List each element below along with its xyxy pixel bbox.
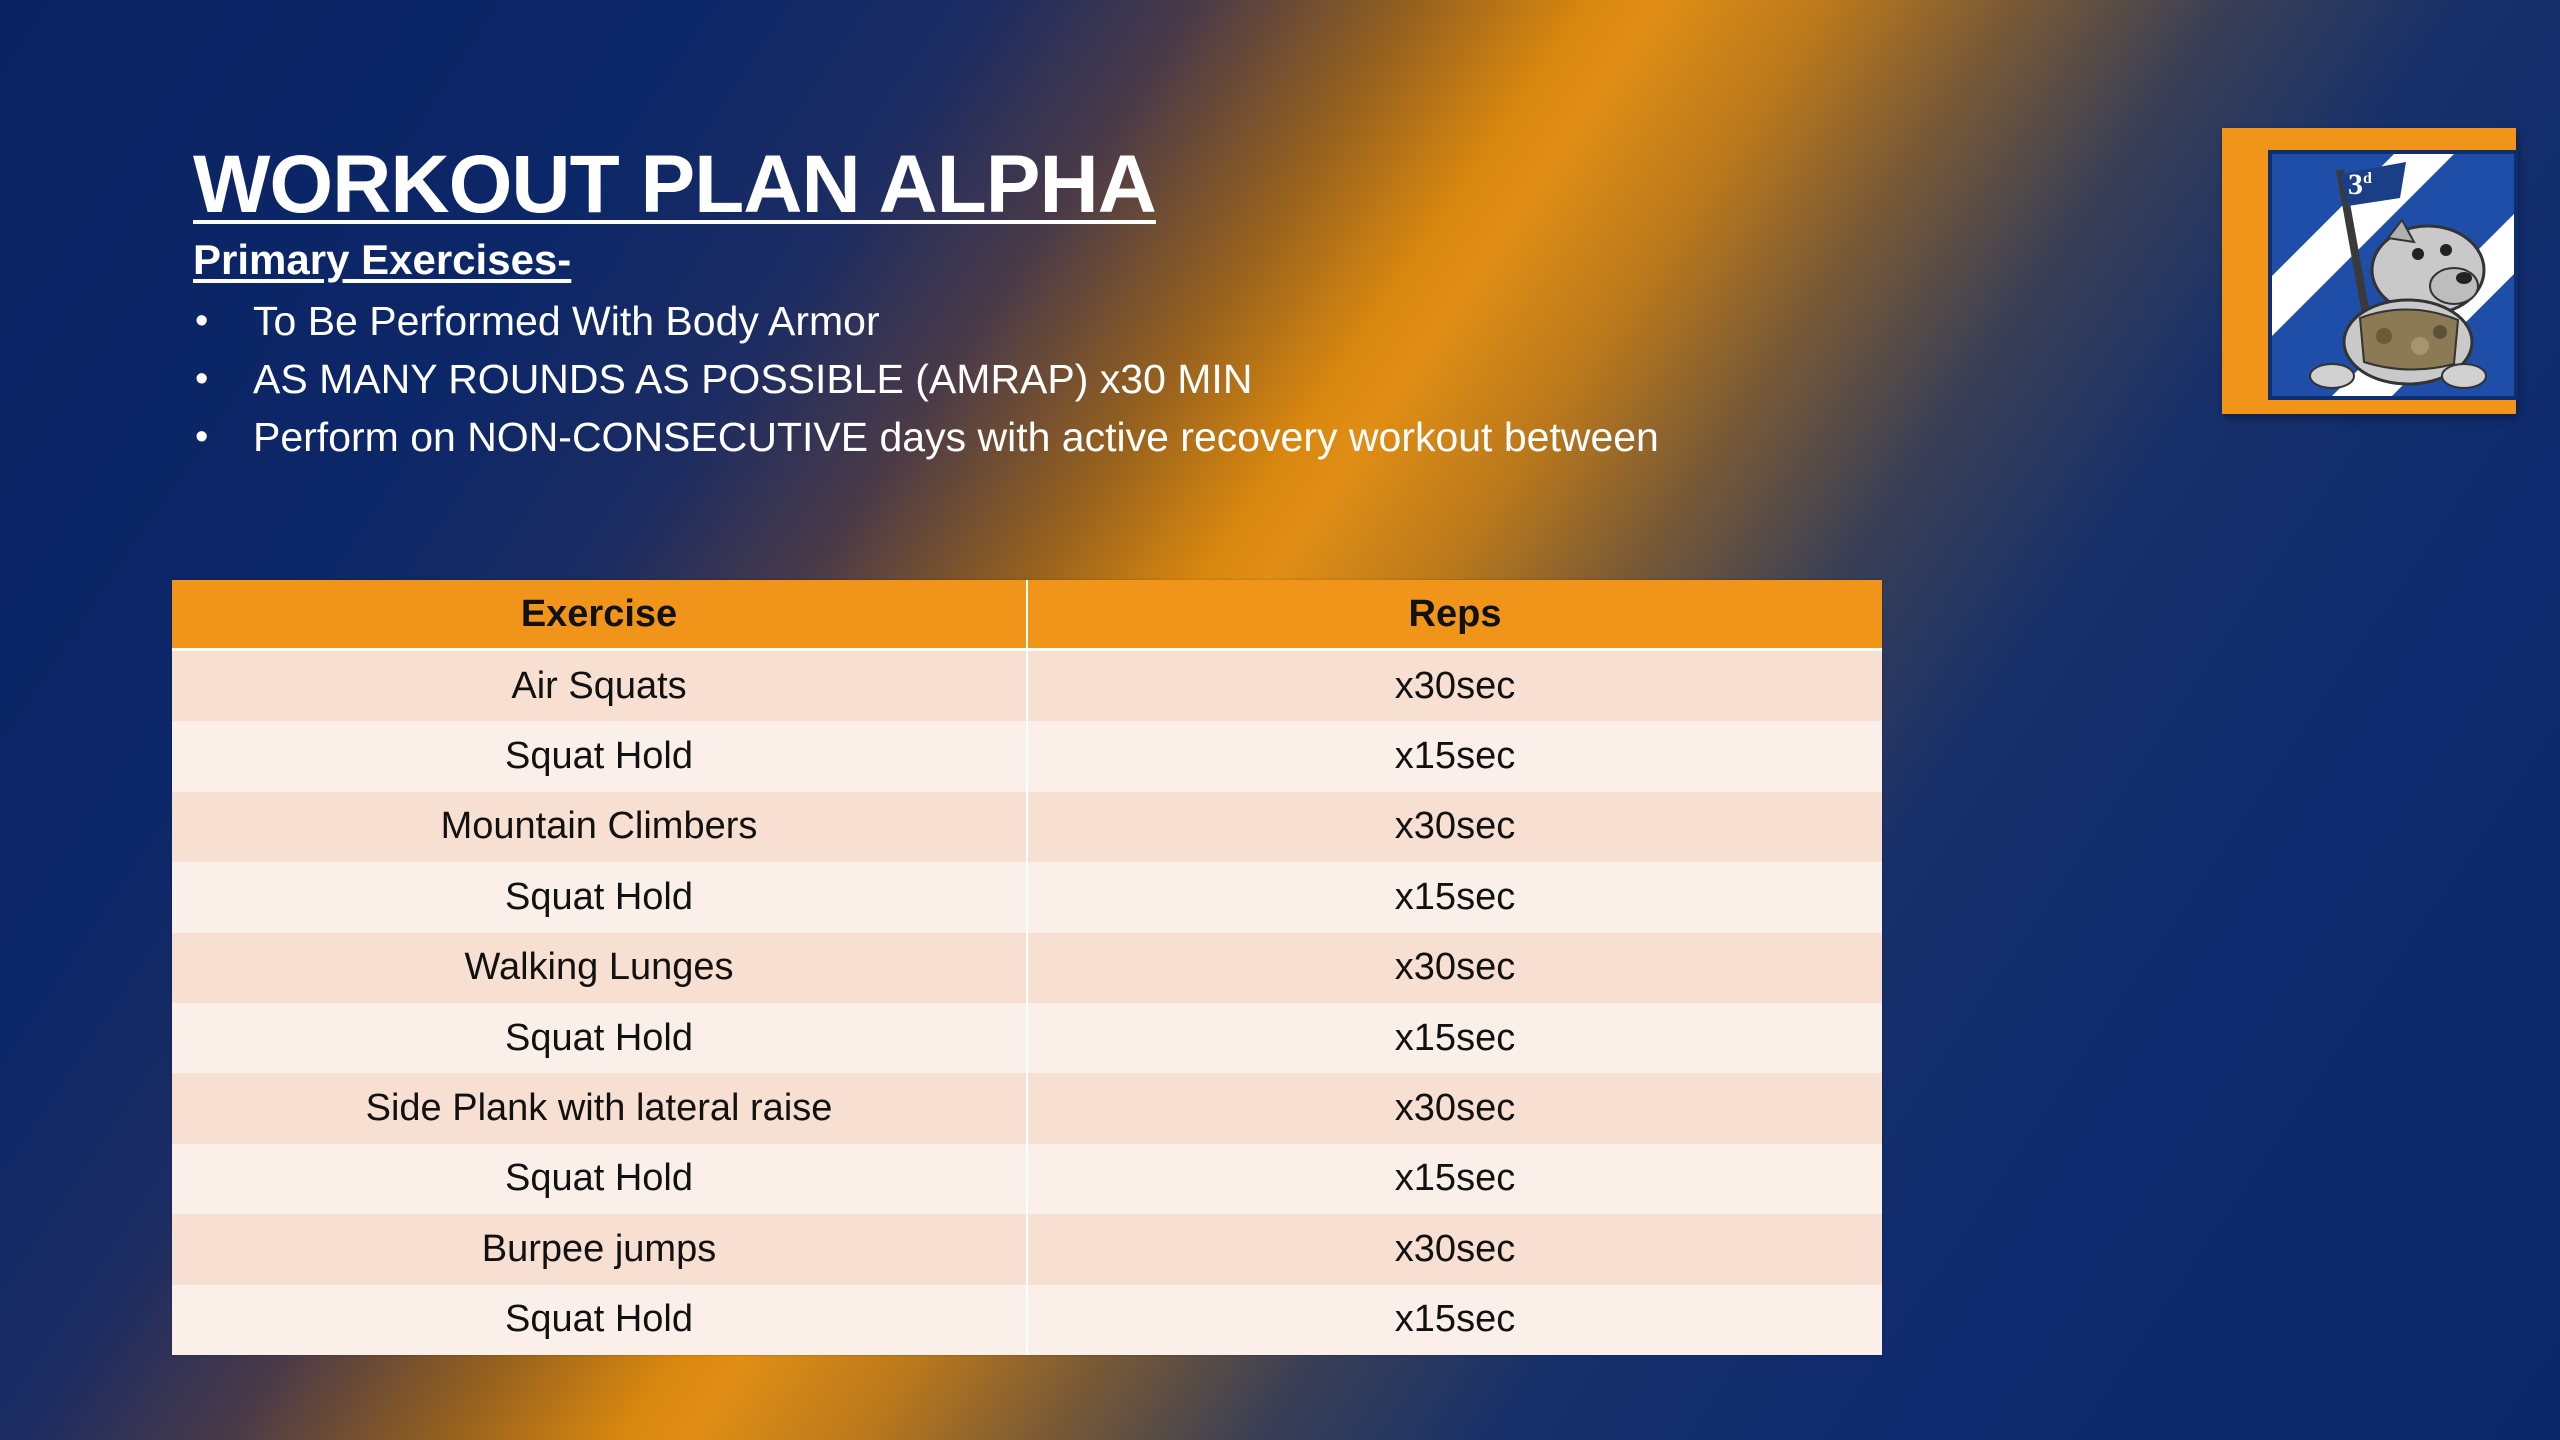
bullet-text: Perform on NON-CONSECUTIVE days with active recovery workout between: [253, 414, 1659, 460]
cell-exercise: Burpee jumps: [172, 1214, 1027, 1284]
bullet-dot: •: [195, 358, 209, 400]
cell-exercise: Squat Hold: [172, 1285, 1027, 1355]
cell-reps: x30sec: [1027, 1214, 1882, 1284]
table-row: [172, 933, 1882, 1003]
cell-reps: x30sec: [1027, 792, 1882, 862]
cell-exercise: Walking Lunges: [172, 933, 1027, 1003]
cell-reps: x30sec: [1027, 933, 1882, 1003]
cell-reps: x30sec: [1027, 1073, 1882, 1143]
cell-reps: x15sec: [1027, 862, 1882, 932]
table-header-row: [172, 580, 1882, 650]
cell-exercise: Squat Hold: [172, 1144, 1027, 1214]
table-row: [172, 862, 1882, 932]
cell-exercise: Squat Hold: [172, 1003, 1027, 1073]
bullet-text: AS MANY ROUNDS AS POSSIBLE (AMRAP) x30 MIN: [253, 356, 1253, 402]
flag-superscript: d: [2363, 170, 2372, 187]
cell-reps: x15sec: [1027, 1003, 1882, 1073]
header-exercise: Exercise: [172, 580, 1027, 650]
table-row: [172, 1003, 1882, 1073]
table-row: [172, 1073, 1882, 1143]
table-row: [172, 1285, 1882, 1355]
bullet-list: [193, 292, 1659, 466]
bullet-dot: •: [195, 300, 209, 342]
cell-reps: x30sec: [1027, 650, 1882, 722]
table-row: [172, 650, 1882, 722]
bullet-item: [193, 350, 1659, 408]
bullet-item: [193, 408, 1659, 466]
header-reps: Reps: [1027, 580, 1882, 650]
bulldog-emblem-icon: [2268, 150, 2518, 400]
cell-reps: x15sec: [1027, 1144, 1882, 1214]
table-row: [172, 1144, 1882, 1214]
division-logo: [2222, 128, 2516, 414]
cell-reps: x15sec: [1027, 721, 1882, 791]
cell-exercise: Squat Hold: [172, 721, 1027, 791]
cell-exercise: Mountain Climbers: [172, 792, 1027, 862]
workout-table: [172, 580, 1882, 1355]
flag-label: [2348, 168, 2372, 202]
bullet-dot: •: [195, 416, 209, 458]
workout-table-container: [172, 580, 1882, 1355]
bullet-item: [193, 292, 1659, 350]
flag-number: 3: [2348, 168, 2363, 201]
cell-exercise: Squat Hold: [172, 862, 1027, 932]
cell-exercise: Air Squats: [172, 650, 1027, 722]
slide-subtitle: Primary Exercises-: [193, 236, 572, 283]
table-row: [172, 1214, 1882, 1284]
bullet-text: To Be Performed With Body Armor: [253, 298, 880, 344]
cell-reps: x15sec: [1027, 1285, 1882, 1355]
table-row: [172, 721, 1882, 791]
slide-title: WORKOUT PLAN ALPHA: [193, 139, 1156, 230]
cell-exercise: Side Plank with lateral raise: [172, 1073, 1027, 1143]
table-row: [172, 792, 1882, 862]
